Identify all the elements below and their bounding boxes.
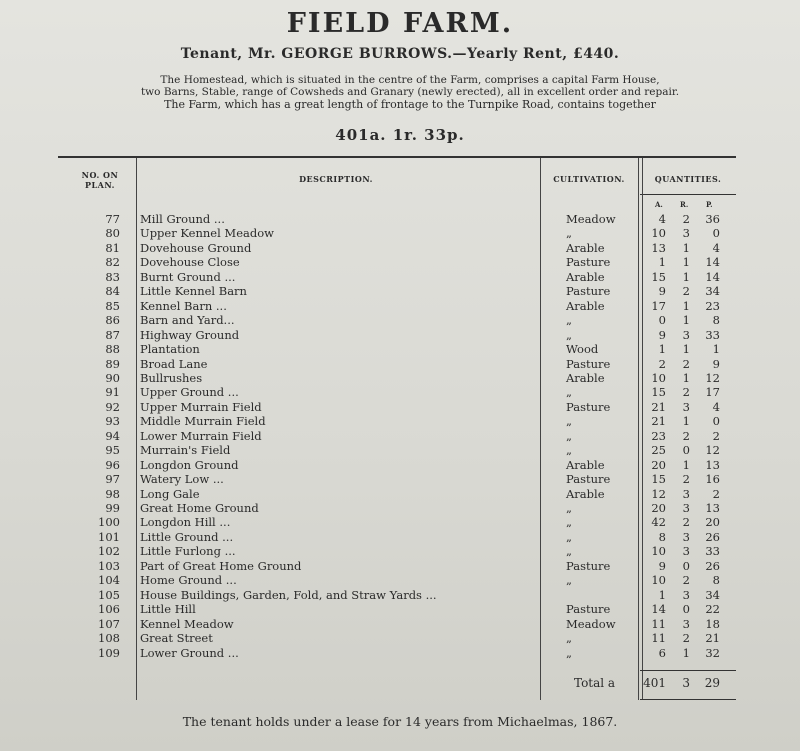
field-description: Kennel Meadow	[140, 616, 234, 631]
table-row	[0, 573, 800, 587]
perches: 2	[712, 486, 720, 501]
table-row	[0, 226, 800, 240]
plan-number: 86	[105, 313, 120, 328]
roods: 1	[682, 342, 690, 357]
table-row	[0, 385, 800, 399]
homestead-description: The Homestead, which is situated in the centre of the Farm, comprises a capital Farm House,	[160, 74, 660, 86]
acres: 21	[651, 399, 666, 414]
total-acres: 401	[643, 676, 666, 690]
field-description: Longdon Hill ...	[140, 515, 231, 530]
roods: 2	[682, 284, 690, 299]
perches: 34	[705, 284, 720, 299]
field-description: Upper Murrain Field	[140, 399, 262, 414]
cultivation: Pasture	[566, 255, 611, 270]
plan-number: 88	[105, 342, 120, 357]
perches: 23	[705, 298, 720, 313]
table-row	[0, 559, 800, 573]
acres: 12	[651, 486, 666, 501]
acres: 42	[651, 515, 666, 530]
field-description: Mill Ground ...	[140, 212, 225, 226]
roods: 3	[682, 529, 690, 544]
field-description: Home Ground ...	[140, 573, 237, 588]
plan-number: 96	[105, 457, 120, 472]
plan-number: 107	[98, 616, 120, 631]
table-row	[0, 631, 800, 645]
acres: 14	[651, 602, 666, 617]
total-perches: 29	[704, 676, 720, 690]
perches: 8	[712, 313, 720, 328]
table-row	[0, 212, 800, 226]
perches: 33	[705, 327, 720, 342]
total-acreage: 401a. 1r. 33p.	[335, 126, 465, 144]
acres: 8	[658, 529, 666, 544]
table-row	[0, 284, 800, 298]
total-bottom-rule	[640, 699, 736, 700]
field-description: House Buildings, Garden, Fold, and Straw Yards ...	[140, 587, 437, 602]
roods: 3	[682, 544, 690, 559]
header-quantities: QUANTITIES.	[654, 174, 722, 184]
table-row	[0, 530, 800, 544]
field-description: Lower Ground ...	[140, 645, 239, 660]
roods: 1	[682, 457, 690, 472]
perches: 26	[705, 558, 720, 573]
field-description: Little Kennel Barn	[140, 284, 247, 299]
perches: 34	[705, 587, 720, 602]
perches: 17	[705, 385, 720, 400]
roods: 2	[682, 356, 690, 371]
cultivation: „	[566, 529, 572, 544]
table-top-rule	[58, 156, 736, 158]
field-description: Broad Lane	[140, 356, 208, 371]
perches: 4	[712, 399, 720, 414]
perches: 12	[705, 370, 720, 385]
plan-number: 85	[105, 298, 120, 313]
roods: 1	[682, 645, 690, 660]
roods: 1	[682, 240, 690, 255]
roods: 1	[682, 370, 690, 385]
quantities-header-rule	[640, 194, 736, 195]
plan-number: 82	[105, 255, 120, 270]
acres: 10	[651, 226, 666, 241]
roods: 0	[682, 558, 690, 573]
total-rule	[640, 670, 736, 671]
cultivation: „	[566, 443, 572, 458]
acres: 20	[651, 457, 666, 472]
perches: 14	[705, 255, 720, 270]
plan-number: 90	[105, 370, 120, 385]
header-perches: P.	[706, 200, 713, 209]
plan-number: 99	[105, 501, 120, 515]
plan-number: 101	[98, 529, 120, 544]
roods: 0	[682, 602, 690, 617]
acres: 10	[651, 370, 666, 385]
table-row	[0, 443, 800, 457]
cultivation: „	[566, 327, 572, 342]
perches: 13	[705, 457, 720, 472]
cultivation: „	[566, 385, 572, 400]
plan-number: 102	[98, 544, 120, 559]
perches: 21	[705, 631, 720, 646]
plan-number: 80	[105, 226, 120, 241]
plan-number: 92	[105, 399, 120, 414]
acres: 20	[651, 501, 666, 515]
cultivation: Meadow	[566, 616, 616, 631]
table-row	[0, 646, 800, 660]
plan-number: 84	[105, 284, 120, 299]
header-cultivation: CULTIVATION.	[553, 174, 625, 184]
lease-footer: The tenant holds under a lease for 14 years from Michaelmas, 1867.	[182, 714, 618, 729]
header-acres: A.	[655, 200, 663, 209]
farm-title: FIELD FARM.	[286, 8, 514, 39]
cultivation: „	[566, 414, 572, 429]
cultivation: Wood	[566, 342, 599, 357]
acres: 11	[651, 631, 666, 646]
table-row	[0, 602, 800, 616]
acres: 13	[651, 240, 666, 255]
cultivation: Arable	[566, 240, 605, 255]
tenant-line: Tenant, Mr. GEORGE BURROWS.—Yearly Rent, £440.	[180, 46, 620, 62]
plan-number: 109	[98, 645, 120, 660]
perches: 33	[705, 544, 720, 559]
perches: 26	[705, 529, 720, 544]
header-plan: PLAN.	[85, 180, 115, 190]
field-description: Great Street	[140, 631, 213, 646]
table-row	[0, 299, 800, 313]
table-row	[0, 429, 800, 443]
table-row	[0, 313, 800, 327]
cultivation: „	[566, 501, 572, 515]
field-description: Little Furlong ...	[140, 544, 236, 559]
plan-number: 104	[98, 573, 120, 588]
table-row	[0, 342, 800, 356]
roods: 2	[682, 631, 690, 646]
acres: 9	[658, 327, 666, 342]
perches: 18	[705, 616, 720, 631]
cultivation: „	[566, 645, 572, 660]
table-row	[0, 472, 800, 486]
field-description: Upper Ground ...	[140, 385, 239, 400]
field-description: Longdon Ground	[140, 457, 239, 472]
acres: 23	[651, 428, 666, 443]
roods: 3	[682, 616, 690, 631]
perches: 4	[712, 240, 720, 255]
roods: 1	[682, 313, 690, 328]
table-row	[0, 371, 800, 385]
roods: 0	[682, 443, 690, 458]
header-no-on: NO. ON	[81, 170, 119, 180]
plan-number: 94	[105, 428, 120, 443]
cultivation: „	[566, 631, 572, 646]
field-description: Dovehouse Ground	[140, 240, 252, 255]
acres: 2	[658, 356, 666, 371]
acres: 17	[651, 298, 666, 313]
acres: 9	[658, 284, 666, 299]
roods: 1	[682, 298, 690, 313]
field-description: Plantation	[140, 342, 200, 357]
field-description: Long Gale	[140, 486, 200, 501]
cultivation: „	[566, 313, 572, 328]
cultivation: Arable	[566, 486, 605, 501]
cultivation: Pasture	[566, 356, 611, 371]
cultivation: Pasture	[566, 284, 611, 299]
plan-number: 91	[105, 385, 120, 400]
header-roods: R.	[680, 200, 689, 209]
acres: 10	[651, 544, 666, 559]
plan-number: 81	[105, 240, 120, 255]
acres: 15	[651, 385, 666, 400]
cultivation: Arable	[566, 457, 605, 472]
field-description: Little Hill	[140, 602, 196, 617]
perches: 0	[712, 226, 720, 241]
field-description: Dovehouse Close	[140, 255, 240, 270]
field-description: Barn and Yard...	[140, 313, 235, 328]
roods: 2	[682, 472, 690, 487]
acres: 11	[651, 616, 666, 631]
table-row	[0, 270, 800, 284]
table-row	[0, 501, 800, 515]
total-roods: 3	[682, 676, 690, 690]
acres: 21	[651, 414, 666, 429]
roods: 1	[682, 269, 690, 284]
acres: 1	[658, 587, 666, 602]
cultivation: „	[566, 515, 572, 530]
perches: 20	[705, 515, 720, 530]
cultivation: Meadow	[566, 212, 616, 226]
perches: 0	[712, 414, 720, 429]
cultivation: „	[566, 573, 572, 588]
roods: 2	[682, 385, 690, 400]
field-description: Burnt Ground ...	[140, 269, 236, 284]
plan-number: 77	[105, 212, 120, 226]
acres: 9	[658, 558, 666, 573]
perches: 32	[705, 645, 720, 660]
cultivation: Pasture	[566, 558, 611, 573]
cultivation: Arable	[566, 370, 605, 385]
table-row	[0, 544, 800, 558]
acres: 6	[658, 645, 666, 660]
roods: 3	[682, 486, 690, 501]
table-row	[0, 588, 800, 602]
plan-number: 108	[98, 631, 120, 646]
table-row	[0, 515, 800, 529]
field-description: Upper Kennel Meadow	[140, 226, 274, 241]
field-description: Little Ground ...	[140, 529, 234, 544]
plan-number: 106	[98, 602, 120, 617]
roods: 1	[682, 255, 690, 270]
acres: 10	[651, 573, 666, 588]
acres: 15	[651, 472, 666, 487]
perches: 36	[705, 212, 720, 226]
table-row	[0, 241, 800, 255]
perches: 1	[712, 342, 720, 357]
table-row	[0, 255, 800, 269]
cultivation: Pasture	[566, 399, 611, 414]
roods: 3	[682, 226, 690, 241]
field-description: Watery Low ...	[140, 472, 224, 487]
roods: 2	[682, 428, 690, 443]
roods: 3	[682, 501, 690, 515]
field-description: Murrain's Field	[140, 443, 231, 458]
perches: 14	[705, 269, 720, 284]
table-row	[0, 414, 800, 428]
field-description: Middle Murrain Field	[140, 414, 266, 429]
table-row	[0, 458, 800, 472]
field-description: Great Home Ground	[140, 501, 259, 515]
perches: 13	[705, 501, 720, 515]
buildings-description: two Barns, Stable, range of Cowsheds and Granary (newly erected), all in excellent order and repair.	[140, 86, 680, 98]
cultivation: „	[566, 226, 572, 241]
perches: 9	[712, 356, 720, 371]
acres: 15	[651, 269, 666, 284]
cultivation: Pasture	[566, 602, 611, 617]
plan-number: 89	[105, 356, 120, 371]
frontage-description: The Farm, which has a great length of frontage to the Turnpike Road, contains together	[164, 98, 656, 111]
field-description: Highway Ground	[140, 327, 240, 342]
cultivation: Pasture	[566, 472, 611, 487]
table-row	[0, 487, 800, 501]
perches: 12	[705, 443, 720, 458]
roods: 3	[682, 587, 690, 602]
field-description: Lower Murrain Field	[140, 428, 262, 443]
roods: 2	[682, 573, 690, 588]
table-row	[0, 328, 800, 342]
roods: 2	[682, 515, 690, 530]
plan-number: 100	[98, 515, 120, 530]
header-description: DESCRIPTION.	[299, 174, 373, 184]
roods: 2	[682, 212, 690, 226]
perches: 2	[712, 428, 720, 443]
roods: 3	[682, 399, 690, 414]
acres: 25	[651, 443, 666, 458]
roods: 1	[682, 414, 690, 429]
cultivation: Arable	[566, 298, 605, 313]
table-row	[0, 400, 800, 414]
cultivation: „	[566, 428, 572, 443]
cultivation: Arable	[566, 269, 605, 284]
perches: 16	[705, 472, 720, 487]
plan-number: 87	[105, 327, 120, 342]
acres: 1	[658, 255, 666, 270]
acres: 0	[658, 313, 666, 328]
total-label: Total a	[574, 676, 616, 690]
roods: 3	[682, 327, 690, 342]
field-description: Bullrushes	[140, 370, 203, 385]
plan-number: 95	[105, 443, 120, 458]
cultivation: „	[566, 544, 572, 559]
acres: 4	[658, 212, 666, 226]
perches: 22	[705, 602, 720, 617]
field-description: Kennel Barn ...	[140, 298, 227, 313]
plan-number: 105	[98, 587, 120, 602]
plan-number: 103	[98, 558, 120, 573]
perches: 8	[712, 573, 720, 588]
acres: 1	[658, 342, 666, 357]
table-row	[0, 617, 800, 631]
field-description: Part of Great Home Ground	[140, 558, 302, 573]
plan-number: 93	[105, 414, 120, 429]
plan-number: 97	[105, 472, 120, 487]
plan-number: 98	[105, 486, 120, 501]
table-row	[0, 357, 800, 371]
plan-number: 83	[105, 269, 120, 284]
